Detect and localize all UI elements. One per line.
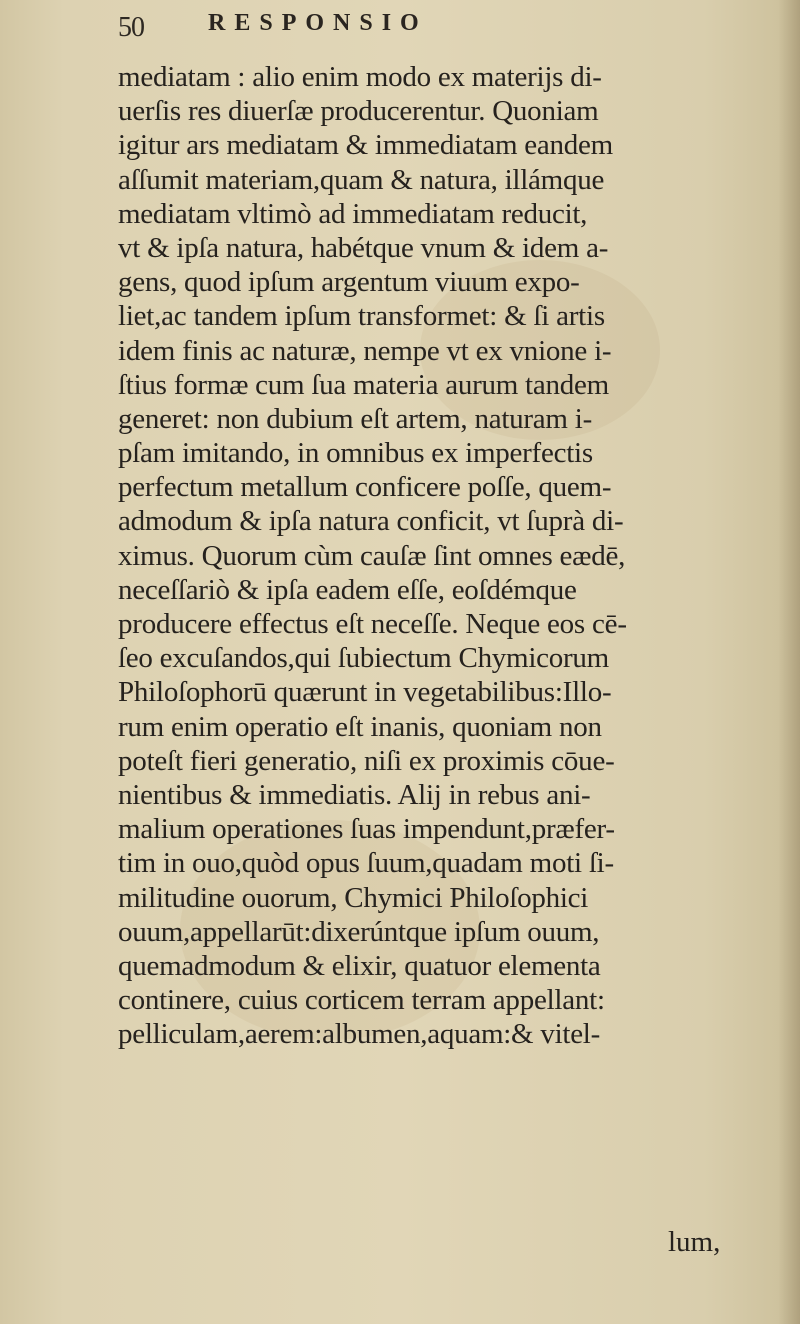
text-line: producere effectus eſt neceſſe. Neque eos cē-	[118, 608, 627, 640]
text-line: uerſis res diuerſæ producerentur. Quoniam	[118, 95, 599, 128]
body-text	[118, 60, 798, 1051]
running-head: RESPONSIO	[208, 10, 428, 36]
text-line: malium operationes ſuas impendunt,præfer-	[118, 813, 615, 846]
text-line: liet,ac tandem ipſum transformet: & ſi artis	[118, 300, 605, 333]
text-line: mediatam vltimò ad immediatam reducit,	[118, 197, 588, 230]
catchword: lum,	[668, 1226, 721, 1258]
text-line: idem finis ac naturæ, nempe vt ex vnione i-	[118, 334, 612, 367]
text-line: generet: non dubium eſt artem, naturam i-	[118, 402, 592, 435]
text-line: igitur ars mediatam & immediatam eandem	[118, 129, 613, 162]
text-line: pelliculam,aerem:albumen,aquam:& vitel-	[118, 1018, 601, 1051]
text-line: ouum,appellarūt:dixerúntque ipſum ouum,	[118, 915, 600, 948]
text-line: pſam imitando, in omnibus ex imperfectis	[118, 437, 593, 470]
text-line: ſtius formæ cum ſua materia aurum tandem	[118, 368, 609, 401]
text-line: mediatam : alio enim modo ex materijs di-	[118, 61, 602, 93]
text-line: poteſt fieri generatio, niſi ex proximis cōue-	[118, 744, 615, 777]
text-line: ſeo excuſandos,qui ſubiectum Chymicorum	[118, 642, 609, 675]
page-number: 50	[118, 12, 144, 43]
text-line: neceſſariò & ipſa eadem eſſe, eoſdémque	[118, 573, 577, 606]
text-line: gens, quod ipſum argentum viuum expo-	[118, 266, 580, 299]
text-line: Philoſophorū quærunt in vegetabilibus:Illo-	[118, 676, 612, 709]
text-line: continere, cuius corticem terram appellant:	[118, 984, 605, 1017]
text-line: quemadmodum & elixir, quatuor elementa	[118, 949, 601, 982]
text-line: ximus. Quorum cùm cauſæ ſint omnes eædē,	[118, 539, 626, 572]
text-line: perfectum metallum conficere poſſe, quem-	[118, 471, 612, 504]
text-line: rum enim operatio eſt inanis, quoniam non	[118, 710, 602, 743]
text-line: tim in ouo,quòd opus ſuum,quadam moti ſi-	[118, 847, 614, 880]
text-line: vt & ipſa natura, habétque vnum & idem a-	[118, 231, 609, 264]
text-line: aſſumit materiam,quam & natura, illámque	[118, 163, 605, 196]
text-line: admodum & ipſa natura conficit, vt ſuprà di-	[118, 505, 624, 538]
page-header	[118, 8, 758, 48]
text-line: nientibus & immediatis. Alij in rebus ani-	[118, 778, 591, 811]
text-line: militudine ouorum, Chymici Philoſophici	[118, 881, 589, 914]
